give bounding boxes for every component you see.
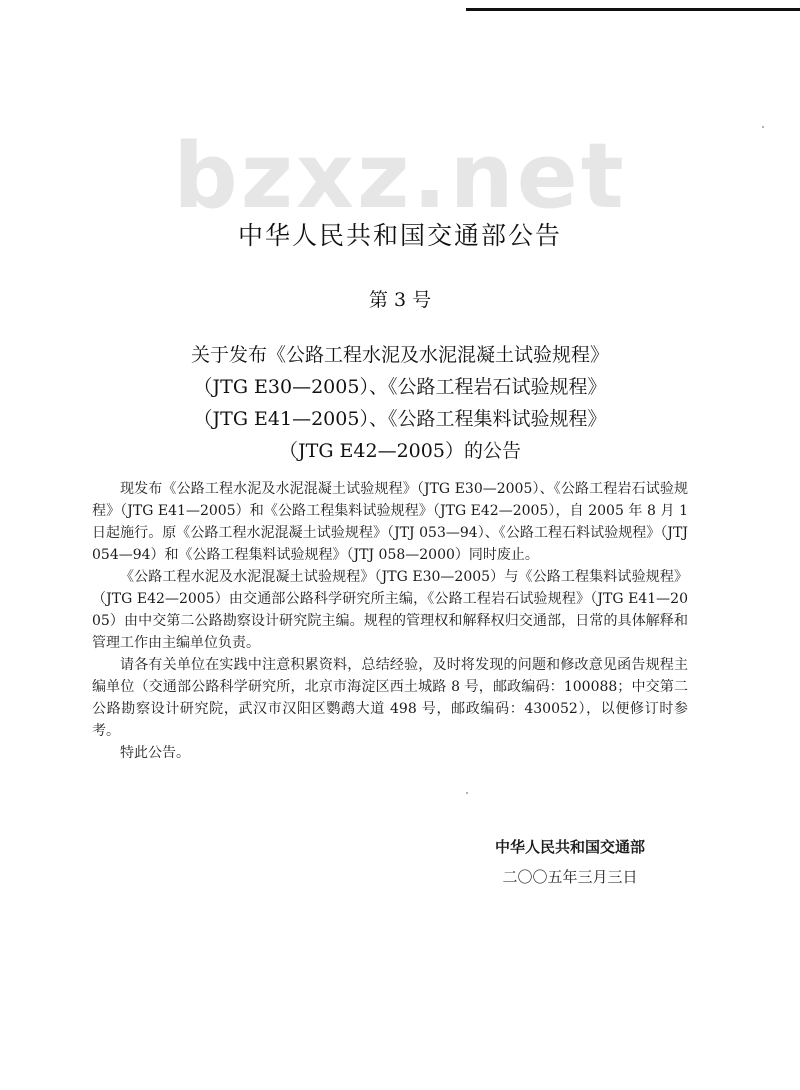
subject-line: 关于发布《公路工程水泥及水泥混凝土试验规程》: [190, 344, 609, 366]
subject-line: （JTG E41—2005）、《公路工程集料试验规程》: [193, 408, 607, 430]
body-paragraph: 《公路工程水泥及水泥混凝土试验规程》（JTG E30—2005）与《公路工程集料试验规程》（JTG E42—2005）由交通部公路科学研究所主编，《公路工程岩石试验规程》（JTG E41—2005）由中交第二公路勘察设计研究院主编。规程的管理权和解释权归交通部，日常的具体解释和管理工作由主编单位负责。: [92, 569, 688, 651]
body-paragraph: 特此公告。: [120, 745, 190, 761]
signature-block: [470, 832, 670, 892]
watermark: bzxz.net: [173, 124, 627, 229]
top-edge-rule: [466, 8, 800, 11]
announcement-body: [92, 478, 688, 764]
announcement-subject: [0, 339, 800, 467]
body-paragraph: 现发布《公路工程水泥及水泥混凝土试验规程》（JTG E30—2005）、《公路工程岩石试验规程》（JTG E41—2005）和《公路工程集料试验规程》（JTG E42—2005），自 2005 年 8 月 1 日起施行。原《公路工程水泥混凝土试验规程》（JTJ 053—94）、《公路工程石料试验规程》（JTJ 054—94）和《公路工程集料试验规程》（JTJ 058—2000）同时废止。: [92, 481, 688, 563]
body-paragraph: 请各有关单位在实践中注意积累资料，总结经验，及时将发现的问题和修改意见函告规程主编单位（交通部公路科学研究所，北京市海淀区西土城路 8 号，邮政编码：100088；中交第二公路勘察设计研究院，武汉市汉阳区鹦鹉大道 498 号，邮政编码：430052），以便修订时参考。: [92, 657, 688, 739]
signature-org: 中华人民共和国交通部: [494, 838, 645, 856]
scan-speck: [466, 792, 468, 794]
signature-date: 二〇〇五年三月三日: [502, 868, 638, 886]
page-title: 中华人民共和国交通部公告: [237, 221, 562, 250]
announcement-number: 第 3 号: [368, 289, 432, 311]
subject-line: （JTG E30—2005）、《公路工程岩石试验规程》: [193, 376, 607, 398]
scan-speck: [762, 126, 764, 128]
subject-line: （JTG E42—2005）的公告: [279, 440, 521, 462]
